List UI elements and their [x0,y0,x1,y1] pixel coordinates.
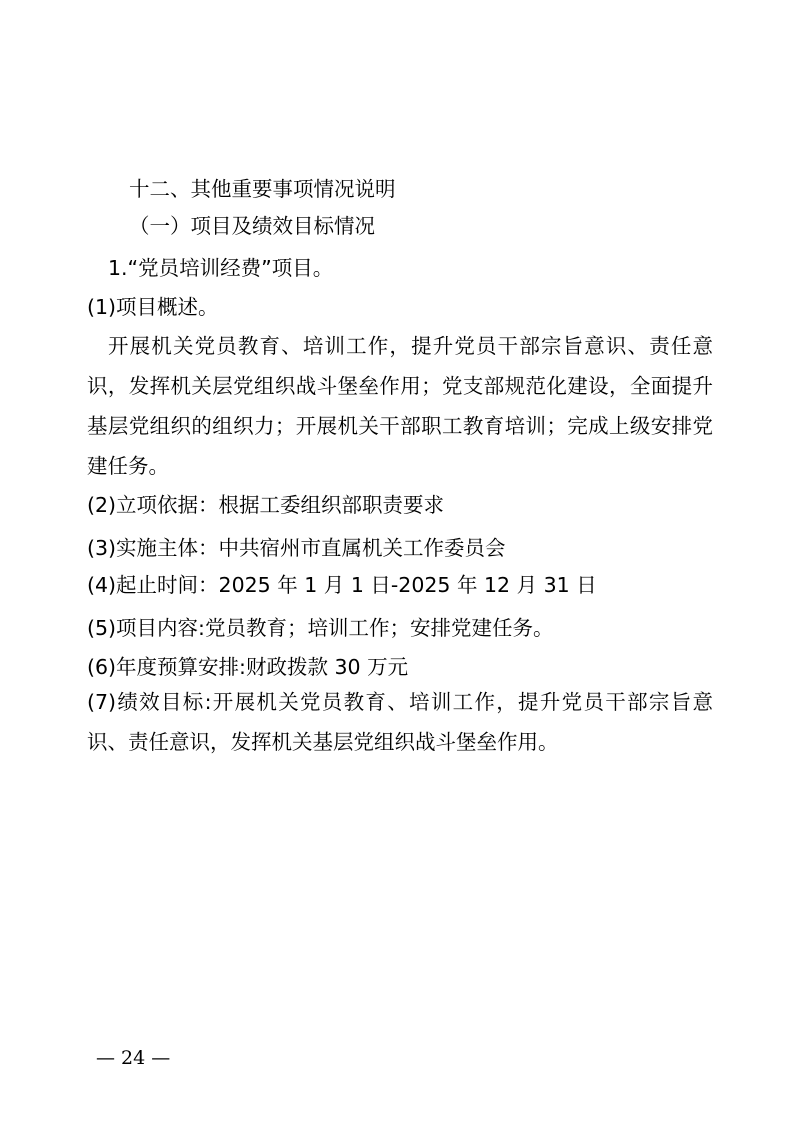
subsection-title: （一）项目及绩效目标情况 [129,214,375,238]
budget-line: (6)年度预算安排:财政拨款 30 万元 [87,655,409,679]
content-line: (5)项目内容:党员教育；培训工作；安排党建任务。 [87,616,554,640]
goal-paragraph: (7)绩效目标:开展机关党员教育、培训工作，提升党员干部宗旨意识、责任意识，发挥机关基层党组织战斗堡垒作用。 [87,690,713,754]
overview-paragraph: 开展机关党员教育、培训工作，提升党员干部宗旨意识、责任意识，发挥机关层党组织战斗堡垒作用；党支部规范化建设，全面提升基层党组织的组织力；开展机关干部职工教育培训；完成上级安排党建任务。 [87,334,713,478]
page-number: — 24 — [96,1047,171,1069]
overview-label: (1)项目概述。 [87,295,219,319]
project-title: 1.“党员培训经费”项目。 [108,256,334,280]
section-title: 十二、其他重要事项情况说明 [129,177,396,201]
executor-line: (3)实施主体：中共宿州市直属机关工作委员会 [87,536,506,560]
period-line: (4)起止时间：2025 年 1 月 1 日-2025 年 12 月 31 日 [87,573,597,597]
basis-line: (2)立项依据：根据工委组织部职责要求 [87,493,445,517]
